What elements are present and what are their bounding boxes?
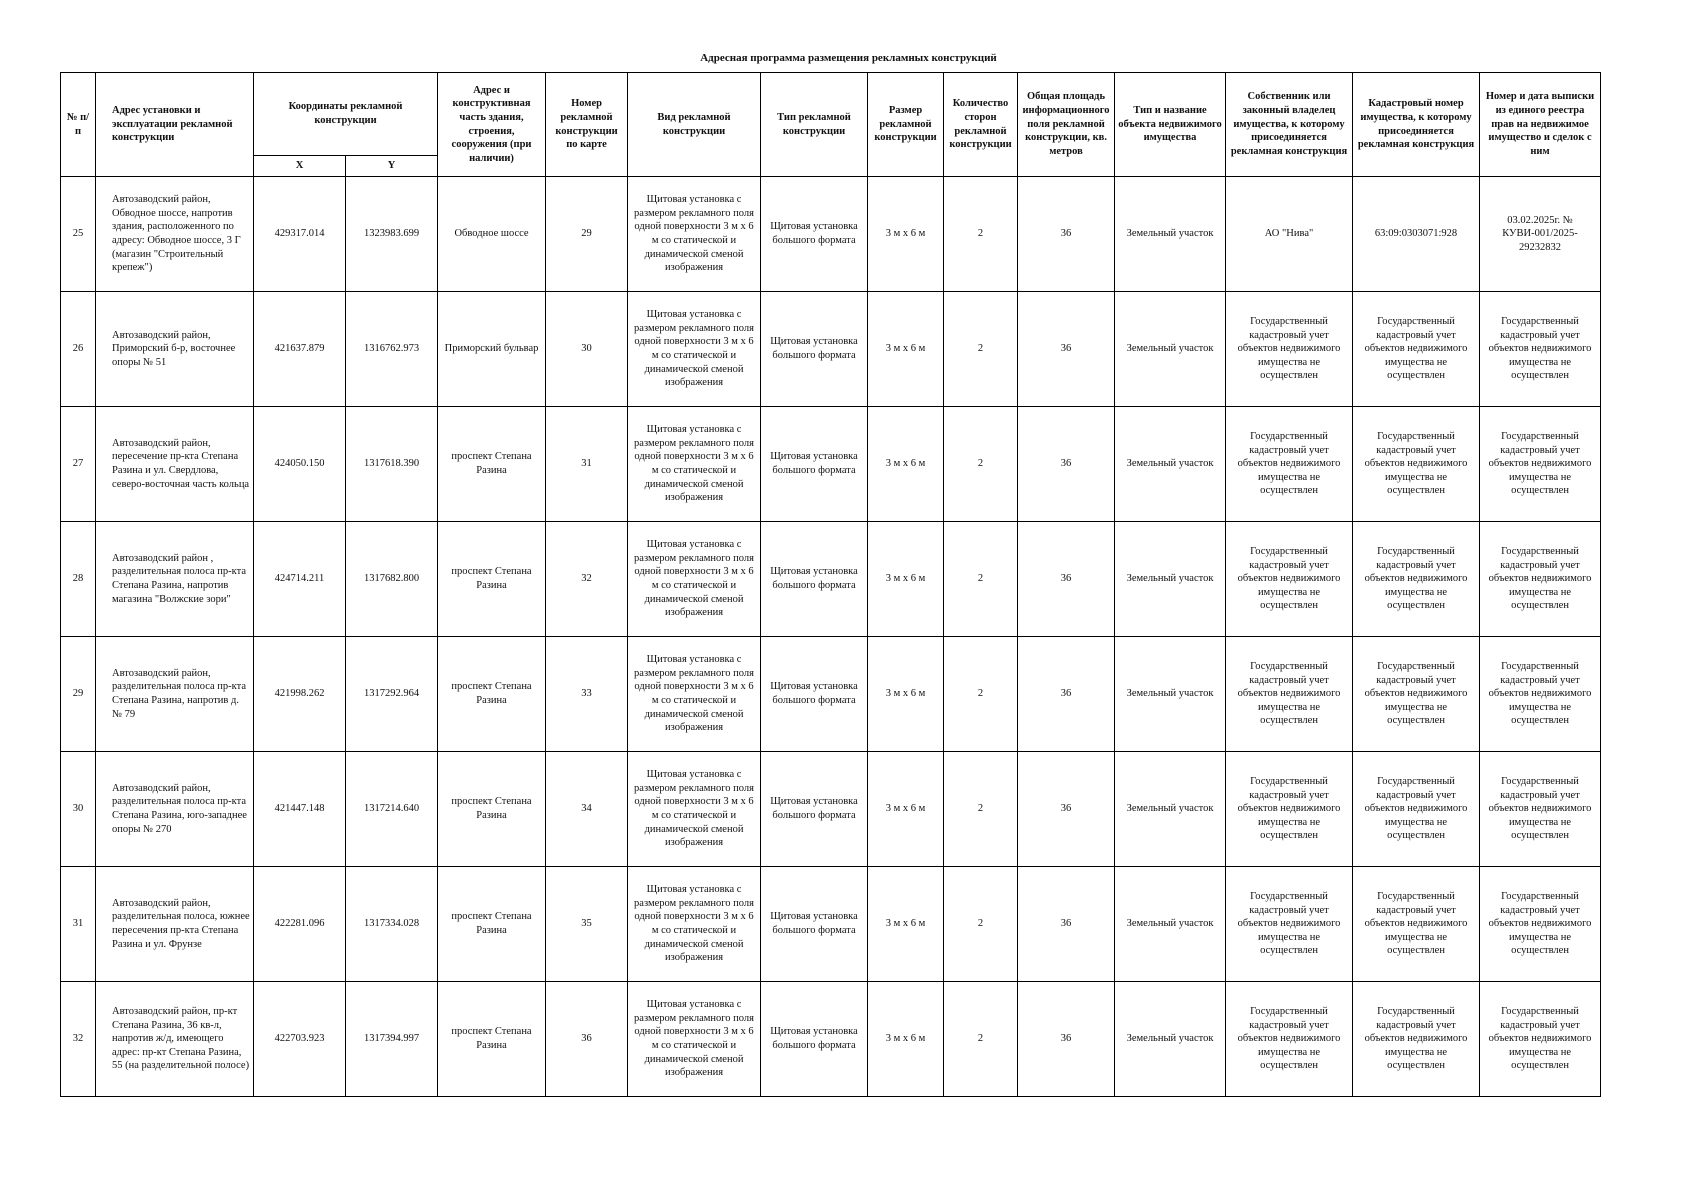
cell-sides: 2 (944, 867, 1018, 982)
cell-owner: Государственный кадастровый учет объектов недвижимого имущества не осуществлен (1226, 407, 1353, 522)
cell-building-address: проспект Степана Разина (438, 982, 546, 1097)
cell-cadastral: Государственный кадастровый учет объектов недвижимого имущества не осуществлен (1353, 292, 1480, 407)
header-coords: Координаты рекламной конструкции (254, 73, 438, 156)
cell-area: 36 (1018, 752, 1115, 867)
table-row (61, 407, 1601, 522)
cell-sides: 2 (944, 292, 1018, 407)
header-kind: Вид рекламной конструкции (628, 73, 761, 177)
cell-area: 36 (1018, 867, 1115, 982)
cell-owner: Государственный кадастровый учет объектов недвижимого имущества не осуществлен (1226, 867, 1353, 982)
cell-building-address: Приморский бульвар (438, 292, 546, 407)
table-row (61, 522, 1601, 637)
cell-cadastral: Государственный кадастровый учет объектов недвижимого имущества не осуществлен (1353, 867, 1480, 982)
cell-type: Щитовая установка большого формата (761, 522, 868, 637)
cell-egrn: Государственный кадастровый учет объектов недвижимого имущества не осуществлен (1480, 752, 1601, 867)
cell-num: 31 (61, 867, 96, 982)
cell-y: 1317394.997 (346, 982, 438, 1097)
cell-egrn: Государственный кадастровый учет объектов недвижимого имущества не осуществлен (1480, 292, 1601, 407)
cell-x: 421637.879 (254, 292, 346, 407)
cell-map-number: 31 (546, 407, 628, 522)
header-sides: Количество сторон рекламной конструкции (944, 73, 1018, 177)
header-address: Адрес установки и эксплуатации рекламной конструкции (96, 73, 254, 177)
cell-property-type: Земельный участок (1115, 637, 1226, 752)
cell-building-address: проспект Степана Разина (438, 407, 546, 522)
cell-kind: Щитовая установка с размером рекламного поля одной поверхности 3 м х 6 м со статической и динамической сменой изображения (628, 637, 761, 752)
cell-type: Щитовая установка большого формата (761, 292, 868, 407)
cell-building-address: проспект Степана Разина (438, 867, 546, 982)
page-title: Адресная программа размещения рекламных конструкций (700, 52, 997, 64)
cell-owner: Государственный кадастровый учет объектов недвижимого имущества не осуществлен (1226, 292, 1353, 407)
cell-building-address: Обводное шоссе (438, 177, 546, 292)
cell-address: Автозаводский район, разделительная полоса пр-кта Степана Разина, юго-западнее опоры № 270 (96, 752, 254, 867)
cell-egrn: Государственный кадастровый учет объектов недвижимого имущества не осуществлен (1480, 982, 1601, 1097)
cell-owner: Государственный кадастровый учет объектов недвижимого имущества не осуществлен (1226, 982, 1353, 1097)
cell-map-number: 33 (546, 637, 628, 752)
cell-type: Щитовая установка большого формата (761, 982, 868, 1097)
cell-x: 424050.150 (254, 407, 346, 522)
header-num: № п/п (61, 73, 96, 177)
cell-y: 1317334.028 (346, 867, 438, 982)
cell-size: 3 м х 6 м (868, 407, 944, 522)
cell-address: Автозаводский район, Приморский б-р, восточнее опоры № 51 (96, 292, 254, 407)
cell-address: Автозаводский район, пр-кт Степана Разина, 36 кв-л, напротив ж/д, имеющего адрес: пр-кт Степана Разина, 55 (на разделительной полосе) (96, 982, 254, 1097)
cell-building-address: проспект Степана Разина (438, 637, 546, 752)
cell-kind: Щитовая установка с размером рекламного поля одной поверхности 3 м х 6 м со статической и динамической сменой изображения (628, 752, 761, 867)
cell-num: 28 (61, 522, 96, 637)
header-x: X (254, 156, 346, 177)
cell-num: 29 (61, 637, 96, 752)
header-property-type: Тип и название объекта недвижимого имущества (1115, 73, 1226, 177)
cell-num: 26 (61, 292, 96, 407)
cell-map-number: 30 (546, 292, 628, 407)
cell-area: 36 (1018, 982, 1115, 1097)
cell-type: Щитовая установка большого формата (761, 177, 868, 292)
cell-y: 1317682.800 (346, 522, 438, 637)
table-row (61, 177, 1601, 292)
table-row (61, 982, 1601, 1097)
cell-map-number: 29 (546, 177, 628, 292)
cell-y: 1316762.973 (346, 292, 438, 407)
cell-property-type: Земельный участок (1115, 177, 1226, 292)
header-size: Размер рекламной конструкции (868, 73, 944, 177)
header-area: Общая площадь информационного поля рекламной конструкции, кв. метров (1018, 73, 1115, 177)
cell-kind: Щитовая установка с размером рекламного поля одной поверхности 3 м х 6 м со статической и динамической сменой изображения (628, 982, 761, 1097)
cell-num: 25 (61, 177, 96, 292)
cell-kind: Щитовая установка с размером рекламного поля одной поверхности 3 м х 6 м со статической и динамической сменой изображения (628, 407, 761, 522)
cell-size: 3 м х 6 м (868, 292, 944, 407)
cell-building-address: проспект Степана Разина (438, 752, 546, 867)
cell-y: 1323983.699 (346, 177, 438, 292)
cell-property-type: Земельный участок (1115, 522, 1226, 637)
cell-address: Автозаводский район, Обводное шоссе, напротив здания, расположенного по адресу: Обводное шоссе, 3 Г (магазин "Строительный крепеж") (96, 177, 254, 292)
table-row (61, 752, 1601, 867)
cell-area: 36 (1018, 407, 1115, 522)
cell-owner: Государственный кадастровый учет объектов недвижимого имущества не осуществлен (1226, 522, 1353, 637)
cell-cadastral: Государственный кадастровый учет объектов недвижимого имущества не осуществлен (1353, 407, 1480, 522)
cell-cadastral: Государственный кадастровый учет объектов недвижимого имущества не осуществлен (1353, 637, 1480, 752)
table-header (61, 73, 1601, 177)
cell-property-type: Земельный участок (1115, 407, 1226, 522)
cell-owner: Государственный кадастровый учет объектов недвижимого имущества не осуществлен (1226, 637, 1353, 752)
cell-type: Щитовая установка большого формата (761, 637, 868, 752)
cell-size: 3 м х 6 м (868, 752, 944, 867)
cell-cadastral: Государственный кадастровый учет объектов недвижимого имущества не осуществлен (1353, 752, 1480, 867)
cell-address: Автозаводский район, разделительная полоса пр-кта Степана Разина, напротив д. № 79 (96, 637, 254, 752)
cell-x: 422703.923 (254, 982, 346, 1097)
cell-egrn: 03.02.2025г. № КУВИ-001/2025-29232832 (1480, 177, 1601, 292)
cell-sides: 2 (944, 522, 1018, 637)
cell-num: 30 (61, 752, 96, 867)
header-map-number: Номер рекламной конструкции по карте (546, 73, 628, 177)
cell-sides: 2 (944, 752, 1018, 867)
cell-size: 3 м х 6 м (868, 982, 944, 1097)
cell-property-type: Земельный участок (1115, 292, 1226, 407)
cell-map-number: 35 (546, 867, 628, 982)
table-row (61, 867, 1601, 982)
cell-x: 422281.096 (254, 867, 346, 982)
cell-area: 36 (1018, 292, 1115, 407)
cell-map-number: 32 (546, 522, 628, 637)
cell-egrn: Государственный кадастровый учет объектов недвижимого имущества не осуществлен (1480, 637, 1601, 752)
cell-area: 36 (1018, 637, 1115, 752)
table-body (61, 177, 1601, 1097)
cell-size: 3 м х 6 м (868, 522, 944, 637)
cell-egrn: Государственный кадастровый учет объектов недвижимого имущества не осуществлен (1480, 867, 1601, 982)
cell-kind: Щитовая установка с размером рекламного поля одной поверхности 3 м х 6 м со статической и динамической сменой изображения (628, 177, 761, 292)
cell-area: 36 (1018, 522, 1115, 637)
cell-kind: Щитовая установка с размером рекламного поля одной поверхности 3 м х 6 м со статической и динамической сменой изображения (628, 292, 761, 407)
cell-kind: Щитовая установка с размером рекламного поля одной поверхности 3 м х 6 м со статической и динамической сменой изображения (628, 867, 761, 982)
advertising-table (60, 72, 1601, 1097)
cell-sides: 2 (944, 177, 1018, 292)
cell-type: Щитовая установка большого формата (761, 407, 868, 522)
cell-type: Щитовая установка большого формата (761, 752, 868, 867)
cell-cadastral: Государственный кадастровый учет объектов недвижимого имущества не осуществлен (1353, 522, 1480, 637)
header-y: Y (346, 156, 438, 177)
cell-egrn: Государственный кадастровый учет объектов недвижимого имущества не осуществлен (1480, 407, 1601, 522)
cell-owner: Государственный кадастровый учет объектов недвижимого имущества не осуществлен (1226, 752, 1353, 867)
table-row (61, 292, 1601, 407)
cell-size: 3 м х 6 м (868, 867, 944, 982)
cell-num: 27 (61, 407, 96, 522)
cell-sides: 2 (944, 637, 1018, 752)
cell-area: 36 (1018, 177, 1115, 292)
cell-cadastral: Государственный кадастровый учет объектов недвижимого имущества не осуществлен (1353, 982, 1480, 1097)
cell-x: 429317.014 (254, 177, 346, 292)
cell-x: 424714.211 (254, 522, 346, 637)
header-cadastral: Кадастровый номер имущества, к которому присоединяется рекламная конструкция (1353, 73, 1480, 177)
cell-address: Автозаводский район, разделительная полоса, южнее пересечения пр-кта Степана Разина и ул. Фрунзе (96, 867, 254, 982)
cell-num: 32 (61, 982, 96, 1097)
cell-building-address: проспект Степана Разина (438, 522, 546, 637)
cell-sides: 2 (944, 407, 1018, 522)
header-type: Тип рекламной конструкции (761, 73, 868, 177)
cell-property-type: Земельный участок (1115, 867, 1226, 982)
cell-x: 421998.262 (254, 637, 346, 752)
cell-size: 3 м х 6 м (868, 177, 944, 292)
cell-size: 3 м х 6 м (868, 637, 944, 752)
cell-address: Автозаводский район, пересечение пр-кта Степана Разина и ул. Свердлова, северо-восточная часть кольца (96, 407, 254, 522)
cell-y: 1317292.964 (346, 637, 438, 752)
cell-sides: 2 (944, 982, 1018, 1097)
cell-type: Щитовая установка большого формата (761, 867, 868, 982)
cell-address: Автозаводский район , разделительная полоса пр-кта Степана Разина, напротив магазина "Волжские зори" (96, 522, 254, 637)
cell-owner: АО "Нива" (1226, 177, 1353, 292)
cell-egrn: Государственный кадастровый учет объектов недвижимого имущества не осуществлен (1480, 522, 1601, 637)
cell-property-type: Земельный участок (1115, 982, 1226, 1097)
cell-cadastral: 63:09:0303071:928 (1353, 177, 1480, 292)
cell-map-number: 36 (546, 982, 628, 1097)
header-egrn: Номер и дата выписки из единого реестра прав на недвижимое имущество и сделок с ним (1480, 73, 1601, 177)
cell-x: 421447.148 (254, 752, 346, 867)
header-building-address: Адрес и конструктивная часть здания, строения, сооружения (при наличии) (438, 73, 546, 177)
table-row (61, 637, 1601, 752)
cell-y: 1317618.390 (346, 407, 438, 522)
cell-map-number: 34 (546, 752, 628, 867)
cell-property-type: Земельный участок (1115, 752, 1226, 867)
header-owner: Собственник или законный владелец имущества, к которому присоединяется рекламная конструкция (1226, 73, 1353, 177)
cell-y: 1317214.640 (346, 752, 438, 867)
cell-kind: Щитовая установка с размером рекламного поля одной поверхности 3 м х 6 м со статической и динамической сменой изображения (628, 522, 761, 637)
